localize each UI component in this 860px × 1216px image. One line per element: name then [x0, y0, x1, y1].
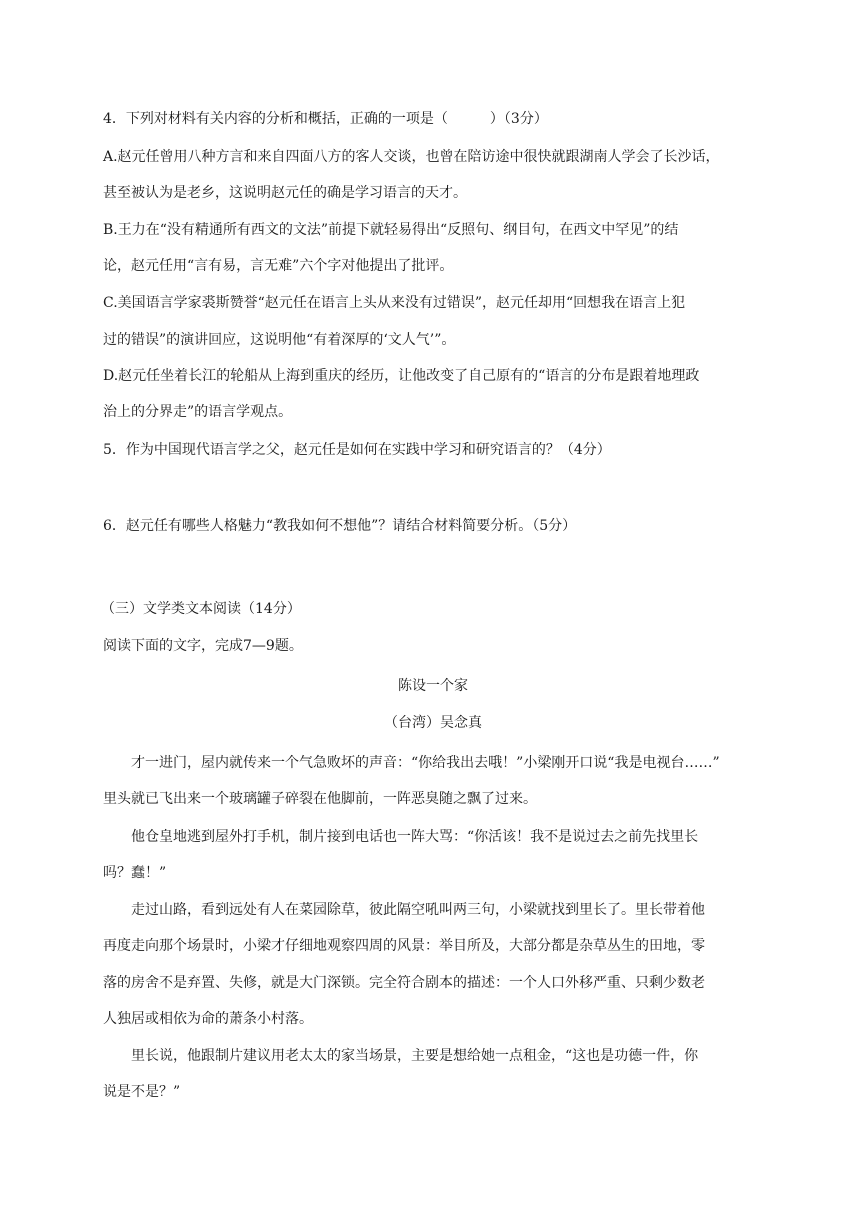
question-4-option-c-line-2: 过的错误”的演讲回应，这说明他“有着深厚的‘文人气’”。	[103, 332, 456, 348]
question-4-option-b-line-1: B.王力在“没有精通所有西文的文法”前提下就轻易得出“反照句、纲目句，在西文中罕见”的结	[103, 222, 679, 238]
paragraph-2-line-1: 他仓皇地逃到屋外打手机，制片接到电话也一阵大骂：“你活该！我不是说过去之前先找里长	[103, 829, 699, 845]
passage-title: 陈设一个家	[398, 678, 468, 694]
question-4-option-a-line-2: 甚至被认为是老乡，这说明赵元任的确是学习语言的天才。	[103, 185, 467, 201]
paragraph-3-line-2: 再度走向那个场景时，小梁才仔细地观察四周的风景：举目所及，大部分都是杂草丛生的田地，零	[103, 938, 705, 954]
question-4-option-a-line-1: A.赵元任曾用八种方言和来自四面八方的客人交谈，也曾在陪访途中很快就跟湖南人学会了长沙话，	[103, 149, 720, 165]
paragraph-4-line-2: 说是不是？”	[103, 1084, 181, 1100]
section-instruction: 阅读下面的文字，完成7—9题。	[103, 638, 303, 654]
passage-author: （台湾）吴念真	[384, 715, 482, 731]
paragraph-1-line-2: 里头就已飞出来一个玻璃罐子碎裂在他脚前，一阵恶臭随之飘了过来。	[103, 791, 537, 807]
question-6: 6．赵元任有哪些人格魅力“教我如何不想他”？请结合材料简要分析。（5分）	[103, 518, 577, 534]
question-4-stem: 4．下列对材料有关内容的分析和概括，正确的一项是（ ）（3分）	[103, 111, 548, 127]
paragraph-3-line-4: 人独居或相依为命的萧条小村落。	[103, 1011, 313, 1027]
paragraph-3-line-3: 落的房舍不是弃置、失修，就是大门深锁。完全符合剧本的描述：一个人口外移严重、只剩少数老	[103, 975, 705, 991]
question-5: 5．作为中国现代语言学之父，赵元任是如何在实践中学习和研究语言的？（4分）	[103, 442, 611, 458]
paragraph-2-line-2: 吗？蠢！”	[103, 865, 167, 881]
paragraph-1-line-1: 才一进门，屋内就传来一个气急败坏的声音：“你给我出去哦！”小梁刚开口说“我是电视台……”	[103, 755, 720, 771]
question-4-option-d-line-2: 治上的分界走”的语言学观点。	[103, 404, 293, 420]
paragraph-4-line-1: 里长说，他跟制片建议用老太太的家当场景，主要是想给她一点租金，“这也是功德一件，你	[103, 1048, 699, 1064]
paragraph-3-line-1: 走过山路，看到远处有人在菜园除草，彼此隔空吼叫两三句，小梁就找到里长了。里长带着他	[103, 902, 705, 918]
question-4-option-b-line-2: 论，赵元任用“言有易，言无难”六个字对他提出了批评。	[103, 258, 454, 274]
question-4-option-c-line-1: C.美国语言学家裘斯赞誉“赵元任在语言上头从来没有过错误”，赵元任却用“回想我在语言上犯	[103, 295, 686, 311]
question-4-option-d-line-1: D.赵元任坐着长江的轮船从上海到重庆的经历，让他改变了自己原有的“语言的分布是跟着地理政	[103, 368, 700, 384]
section-heading: （三）文学类文本阅读（14分）	[101, 601, 301, 617]
